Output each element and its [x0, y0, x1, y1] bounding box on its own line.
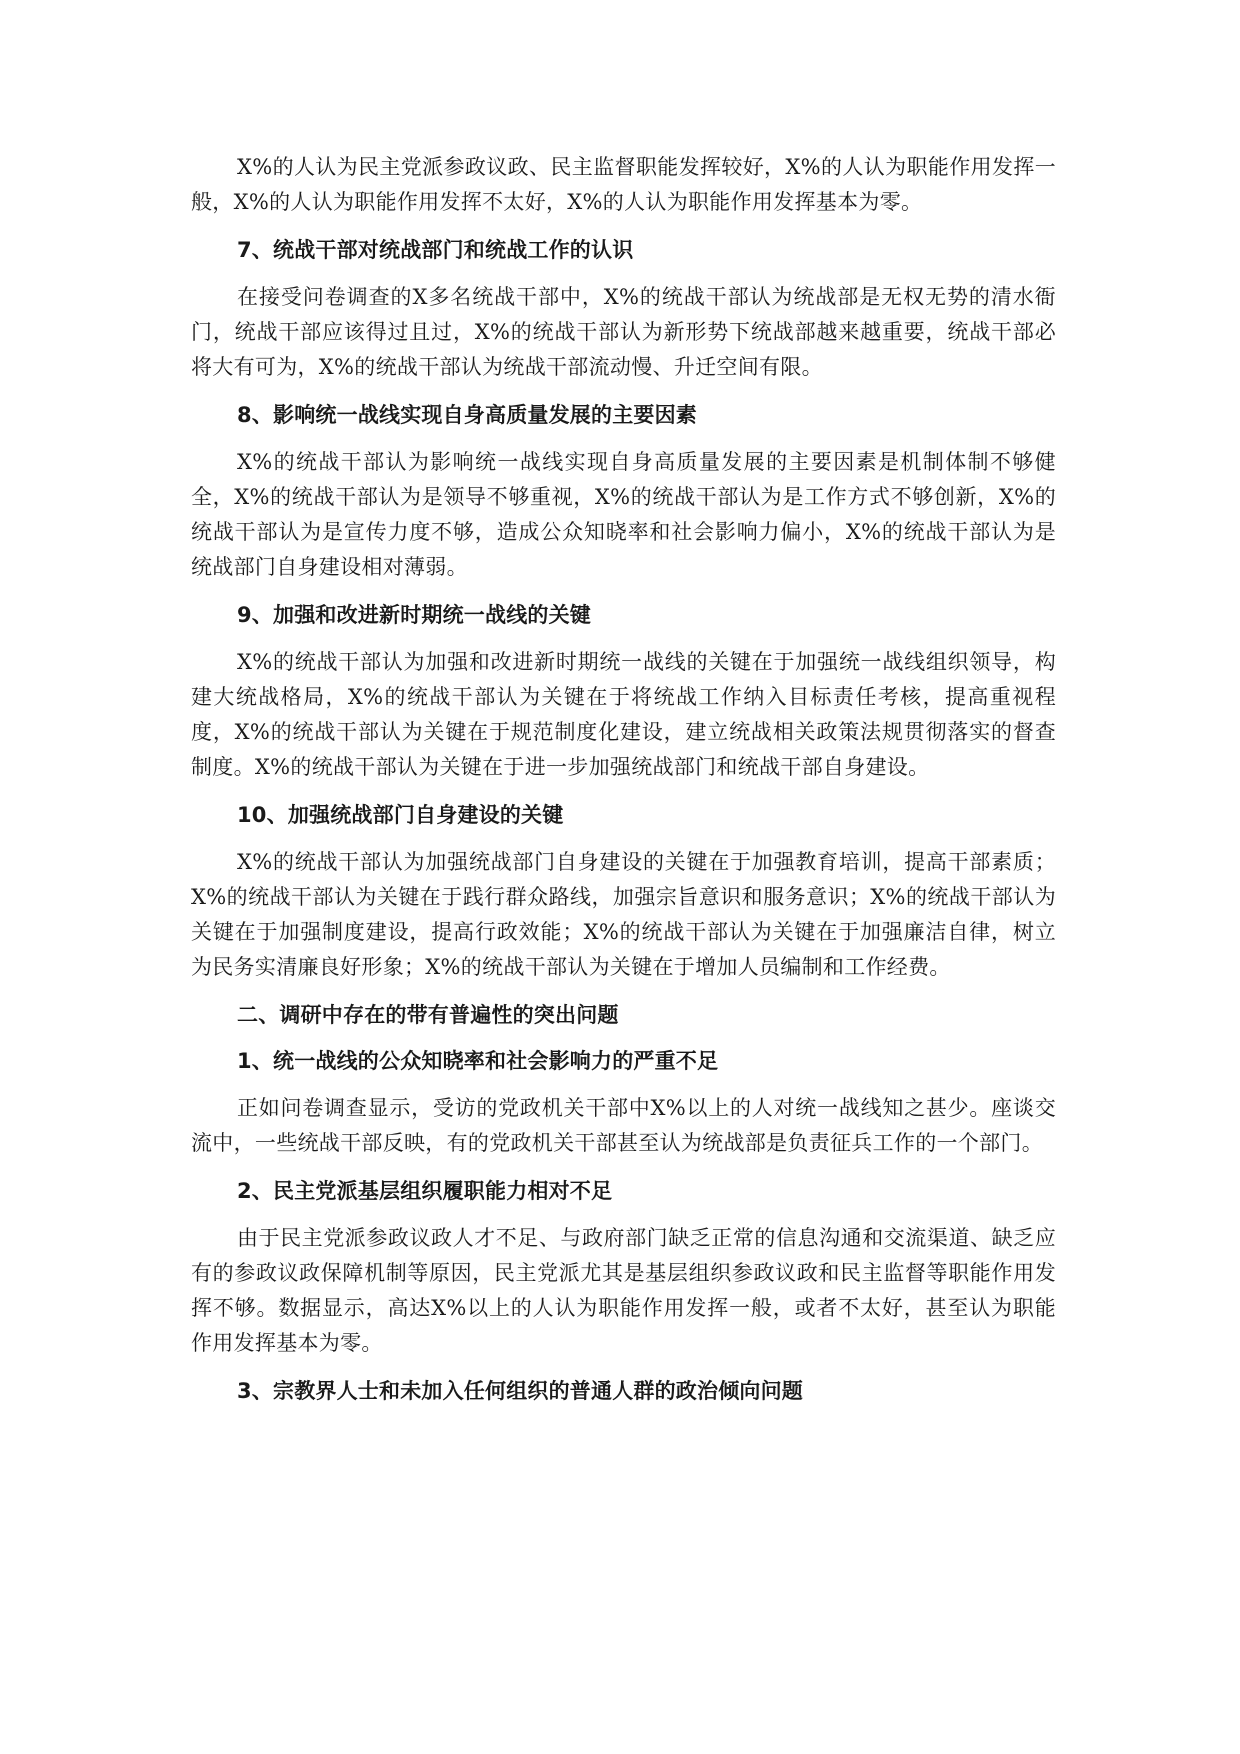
paragraph-party-function-evaluation: X%的人认为民主党派参政议政、民主监督职能发挥较好，X%的人认为职能作用发挥一般，X%的人认为职能作用发挥不太好，X%的人认为职能作用发挥基本为零。: [191, 155, 1056, 214]
paragraph-self-construction: X%的统战干部认为加强统战部门自身建设的关键在于加强教育培训，提高干部素质；X%的统战干部认为关键在于践行群众路线，加强宗旨意识和服务意识；X%的统战干部认为关键在于加强制度建设，提高行政效能；X%的统战干部认为关键在于加强廉洁自律，树立为民务实清廉良好形象；X%的统战干部认为关键在于增加人员编制和工作经费。: [191, 850, 1056, 979]
heading-1-public-awareness: 1、统一战线的公众知晓率和社会影响力的严重不足: [237, 1049, 719, 1073]
paragraph-main-factors: X%的统战干部认为影响统一战线实现自身高质量发展的主要因素是机制体制不够健全，X%的统战干部认为是领导不够重视，X%的统战干部认为是工作方式不够创新，X%的统战干部认为是宣传力度不够，造成公众知晓率和社会影响力偏小，X%的统战干部认为是统战部门自身建设相对薄弱。: [191, 450, 1056, 579]
heading-2-grassroots-capacity: 2、民主党派基层组织履职能力相对不足: [237, 1179, 613, 1203]
section-heading-common-problems: 二、调研中存在的带有普遍性的突出问题: [237, 1003, 619, 1027]
heading-7-cadre-understanding: 7、统战干部对统战部门和统战工作的认识: [237, 238, 634, 262]
heading-10-self-construction: 10、加强统战部门自身建设的关键: [237, 803, 564, 827]
paragraph-public-awareness: 正如问卷调查显示，受访的党政机关干部中X%以上的人对统一战线知之甚少。座谈交流中，一些统战干部反映，有的党政机关干部甚至认为统战部是负责征兵工作的一个部门。: [191, 1096, 1056, 1155]
heading-8-main-factors: 8、影响统一战线实现自身高质量发展的主要因素: [237, 403, 698, 427]
paragraph-grassroots-capacity: 由于民主党派参政议政人才不足、与政府部门缺乏正常的信息沟通和交流渠道、缺乏应有的参政议政保障机制等原因，民主党派尤其是基层组织参政议政和民主监督等职能作用发挥不够。数据显示，高达X%以上的人认为职能作用发挥一般，或者不太好，甚至认为职能作用发挥基本为零。: [191, 1226, 1056, 1355]
heading-9-key-to-improvement: 9、加强和改进新时期统一战线的关键: [237, 603, 592, 627]
heading-3-political-orientation: 3、宗教界人士和未加入任何组织的普通人群的政治倾向问题: [237, 1379, 804, 1403]
document-page: [191, 150, 1056, 1421]
paragraph-key-to-improvement: X%的统战干部认为加强和改进新时期统一战线的关键在于加强统一战线组织领导，构建大统战格局，X%的统战干部认为关键在于将统战工作纳入目标责任考核，提高重视程度，X%的统战干部认为关键在于规范制度化建设，建立统战相关政策法规贯彻落实的督查制度。X%的统战干部认为关键在于进一步加强统战部门和统战干部自身建设。: [191, 650, 1056, 779]
paragraph-cadre-understanding: 在接受问卷调查的X多名统战干部中，X%的统战干部认为统战部是无权无势的清水衙门，统战干部应该得过且过，X%的统战干部认为新形势下统战部越来越重要，统战干部必将大有可为，X%的统战干部认为统战干部流动慢、升迁空间有限。: [191, 285, 1056, 379]
